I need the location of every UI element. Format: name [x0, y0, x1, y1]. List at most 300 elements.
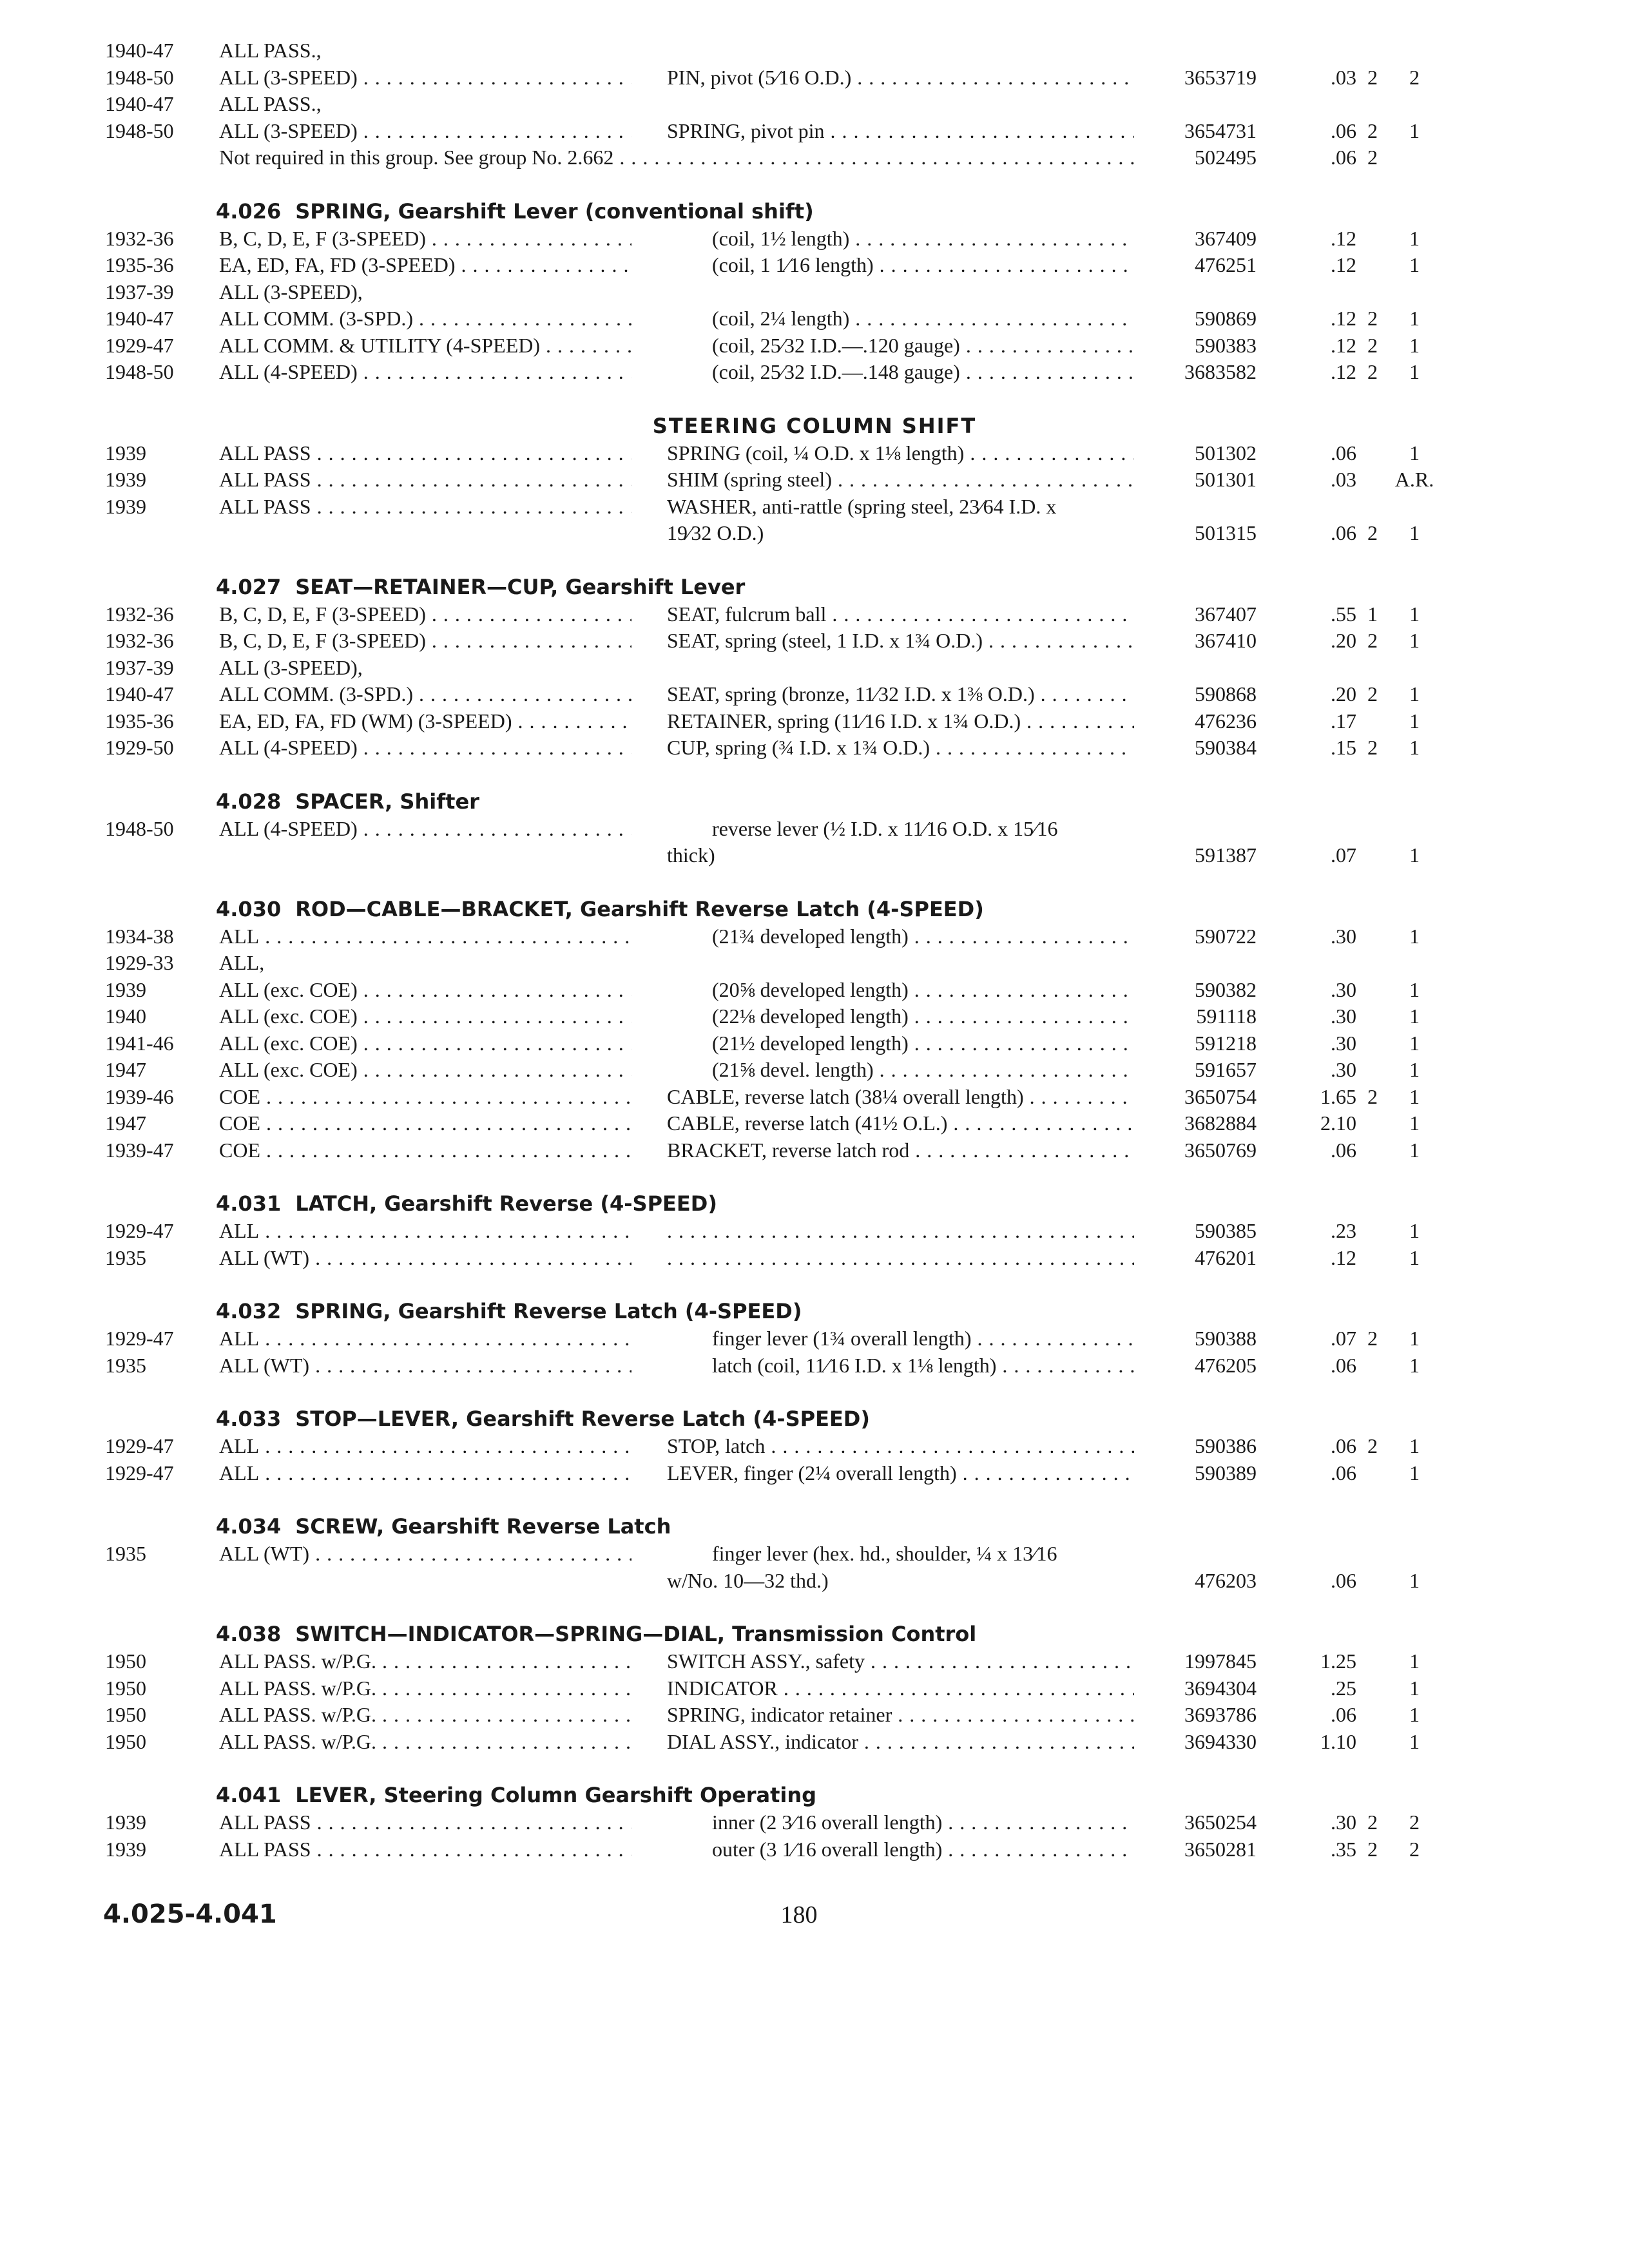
year-range: 1950	[105, 1649, 146, 1673]
model-applicability: ALL (exc. COE) . . .	[219, 1003, 631, 1030]
part-description: inner (2 3⁄16 overall length) . . .	[712, 1809, 1134, 1836]
part-description: (21⅝ devel. length) . . .	[712, 1057, 1134, 1083]
list-price: .17	[1331, 709, 1356, 733]
part-row	[0, 1648, 1629, 1675]
part-description: latch (coil, 11⁄16 I.D. x 1⅛ length) . . .	[712, 1352, 1134, 1379]
list-price: .06	[1331, 1568, 1356, 1592]
year-range: 1929-47	[105, 1327, 174, 1350]
part-row	[0, 950, 1629, 976]
page-number: 180	[780, 1901, 818, 1928]
part-description: (22⅛ developed length) . . .	[712, 1003, 1134, 1030]
list-price: .35	[1331, 1837, 1356, 1861]
year-range: 1939-47	[105, 1138, 174, 1162]
model-applicability: ALL . . .	[219, 1433, 631, 1459]
year-range: 1939-46	[105, 1084, 174, 1108]
quantity-b: A.R.	[1394, 468, 1434, 491]
part-row	[0, 226, 1629, 252]
part-row	[0, 1084, 1629, 1110]
model-applicability: B, C, D, E, F (3-SPEED) . . .	[219, 601, 631, 628]
group-range: 4.025-4.041	[103, 1899, 277, 1929]
list-price: .55	[1331, 602, 1356, 626]
model-applicability: COE . . .	[219, 1084, 631, 1110]
group-header	[216, 1620, 976, 1648]
quantity-b: 1	[1409, 1219, 1420, 1242]
year-range: 1932-36	[105, 602, 174, 626]
part-row	[0, 1352, 1629, 1379]
part-row	[0, 1568, 1629, 1594]
model-applicability: ALL (WT) . . .	[219, 1352, 631, 1379]
list-price: .06	[1331, 521, 1356, 544]
part-description: CABLE, reverse latch (38¼ overall length) . . .	[667, 1084, 1134, 1110]
list-price: .06	[1331, 146, 1356, 169]
year-range: 1948-50	[105, 65, 174, 89]
part-description: WASHER, anti-rattle (spring steel, 23⁄64 I.D. x	[667, 494, 1057, 518]
model-applicability: ALL COMM. (3-SPD.) . . .	[219, 681, 631, 707]
group-header	[216, 1189, 717, 1218]
year-range: 1950	[105, 1729, 146, 1753]
list-price: .12	[1331, 333, 1356, 357]
part-description: SPRING, pivot pin . . .	[667, 118, 1134, 144]
model-applicability: ALL (WT) . . .	[219, 1541, 631, 1567]
year-range: 1939	[105, 441, 146, 465]
part-number: 590385	[1195, 1219, 1257, 1242]
quantity-b: 1	[1409, 307, 1420, 330]
quantity-a: 2	[1367, 360, 1378, 383]
model-applicability: ALL (3-SPEED),	[219, 655, 363, 679]
year-range: 1939	[105, 1837, 146, 1861]
list-price: .12	[1331, 307, 1356, 330]
group-number: 4.034	[216, 1514, 282, 1539]
part-description: SPRING (coil, ¼ O.D. x 1⅛ length) . . .	[667, 440, 1134, 466]
model-applicability: ALL PASS. w/P.G. . . .	[219, 1675, 631, 1702]
quantity-b: 1	[1409, 253, 1420, 276]
year-range: 1939	[105, 1811, 146, 1834]
year-range: 1934-38	[105, 924, 174, 948]
quantity-b: 1	[1409, 924, 1420, 948]
quantity-b: 1	[1409, 521, 1420, 544]
part-number: 476251	[1195, 253, 1257, 276]
part-row	[0, 1675, 1629, 1702]
list-price: .07	[1331, 1327, 1356, 1350]
group-number: 4.033	[216, 1407, 282, 1431]
model-applicability: COE . . .	[219, 1110, 631, 1137]
model-applicability: ALL PASS . . .	[219, 466, 631, 493]
quantity-b: 1	[1409, 1729, 1420, 1753]
year-range: 1929-47	[105, 1461, 174, 1485]
part-number: 3650254	[1184, 1811, 1257, 1834]
model-applicability: ALL PASS . . .	[219, 440, 631, 466]
quantity-a: 2	[1367, 307, 1378, 330]
model-applicability: ALL . . .	[219, 1218, 631, 1244]
year-range: 1937-39	[105, 280, 174, 303]
part-row	[0, 1030, 1629, 1057]
part-description	[667, 1218, 1134, 1244]
quantity-a: 2	[1367, 521, 1378, 544]
year-range: 1929-47	[105, 1219, 174, 1242]
year-range: 1940-47	[105, 682, 174, 706]
part-row	[0, 923, 1629, 950]
part-row	[0, 1110, 1629, 1137]
part-description: INDICATOR . . .	[667, 1675, 1134, 1702]
list-price: .30	[1331, 1004, 1356, 1028]
model-applicability: ALL PASS.,	[219, 39, 322, 62]
model-applicability: ALL (4-SPEED) . . .	[219, 816, 631, 842]
quantity-b: 1	[1409, 1111, 1420, 1135]
group-title: LEVER, Steering Column Gearshift Operating	[295, 1783, 817, 1807]
group-header	[216, 1405, 870, 1433]
quantity-b: 1	[1409, 1568, 1420, 1592]
list-price: .30	[1331, 1031, 1356, 1055]
group-title: STOP—LEVER, Gearshift Reverse Latch (4-SPEED)	[295, 1407, 870, 1431]
group-title: ROD—CABLE—BRACKET, Gearshift Reverse Latch (4-SPEED)	[295, 896, 984, 921]
part-description: RETAINER, spring (11⁄16 I.D. x 1¾ O.D.) . . .	[667, 708, 1134, 735]
list-price: .30	[1331, 977, 1356, 1001]
part-row	[0, 64, 1629, 91]
group-header	[216, 895, 984, 923]
part-row	[0, 977, 1629, 1003]
part-row	[0, 842, 1629, 869]
part-number: 3650769	[1184, 1138, 1257, 1162]
quantity-b: 1	[1409, 1649, 1420, 1673]
model-applicability: ALL PASS. w/P.G. . . .	[219, 1702, 631, 1728]
quantity-a: 2	[1367, 736, 1378, 759]
list-price: .03	[1331, 468, 1356, 491]
quantity-b: 1	[1409, 1004, 1420, 1028]
part-description: CUP, spring (¾ I.D. x 1¾ O.D.) . . .	[667, 735, 1134, 761]
group-number: 4.031	[216, 1191, 282, 1216]
part-row	[0, 708, 1629, 735]
model-applicability: ALL,	[219, 951, 265, 974]
model-applicability: ALL PASS. w/P.G. . . .	[219, 1648, 631, 1675]
quantity-b: 1	[1409, 441, 1420, 465]
part-row	[0, 1541, 1629, 1567]
part-number: 3653719	[1184, 65, 1257, 89]
quantity-b: 1	[1409, 709, 1420, 733]
model-applicability: ALL COMM. & UTILITY (4-SPEED) . . .	[219, 332, 631, 359]
part-row	[0, 1433, 1629, 1459]
quantity-a: 2	[1367, 1084, 1378, 1108]
quantity-b: 1	[1409, 119, 1420, 142]
part-row	[0, 1218, 1629, 1244]
quantity-b: 1	[1409, 1084, 1420, 1108]
list-price: .07	[1331, 843, 1356, 867]
part-row	[0, 1245, 1629, 1271]
model-applicability: ALL (3-SPEED),	[219, 280, 363, 303]
year-range: 1929-47	[105, 1434, 174, 1457]
part-description: SHIM (spring steel) . . .	[667, 466, 1134, 493]
part-description: (coil, 1½ length) . . .	[712, 226, 1134, 252]
year-range: 1935	[105, 1245, 146, 1269]
quantity-b: 1	[1409, 602, 1420, 626]
quantity-a: 2	[1367, 333, 1378, 357]
part-number: 476201	[1195, 1245, 1257, 1269]
part-number: 3654731	[1184, 119, 1257, 142]
part-description: DIAL ASSY., indicator . . .	[667, 1729, 1134, 1755]
list-price: .06	[1331, 1703, 1356, 1726]
part-number: 590386	[1195, 1434, 1257, 1457]
quantity-b: 1	[1409, 1703, 1420, 1726]
group-number: 4.027	[216, 574, 282, 599]
part-row	[0, 1460, 1629, 1486]
quantity-b: 1	[1409, 736, 1420, 759]
part-number: 590382	[1195, 977, 1257, 1001]
quantity-a: 2	[1367, 629, 1378, 652]
note-text: Not required in this group. See group No. 2.662 . . .	[219, 144, 1134, 171]
list-price: 1.10	[1320, 1729, 1356, 1753]
part-number: 3682884	[1184, 1111, 1257, 1135]
part-row	[0, 1836, 1629, 1863]
list-price: .06	[1331, 441, 1356, 465]
part-number: 3650281	[1184, 1837, 1257, 1861]
quantity-a: 2	[1367, 1837, 1378, 1861]
model-applicability: ALL COMM. (3-SPD.) . . .	[219, 305, 631, 332]
quantity-b: 1	[1409, 1058, 1420, 1081]
part-description: SEAT, spring (steel, 1 I.D. x 1¾ O.D.) . . .	[667, 628, 1134, 654]
model-applicability: ALL . . .	[219, 923, 631, 950]
part-description: outer (3 1⁄16 overall length) . . .	[712, 1836, 1134, 1863]
year-range: 1948-50	[105, 816, 174, 840]
part-description: thick)	[667, 843, 715, 867]
list-price: .12	[1331, 360, 1356, 383]
part-row	[0, 1057, 1629, 1083]
model-applicability: EA, ED, FA, FD (WM) (3-SPEED) . . .	[219, 708, 631, 735]
part-description: SEAT, fulcrum ball . . .	[667, 601, 1134, 628]
part-row	[0, 601, 1629, 628]
year-range: 1932-36	[105, 226, 174, 250]
group-header	[216, 197, 814, 226]
year-range: 1941-46	[105, 1031, 174, 1055]
model-applicability: ALL PASS . . .	[219, 1809, 631, 1836]
list-price: .06	[1331, 1353, 1356, 1377]
quantity-a: 2	[1367, 1434, 1378, 1457]
part-number: 502495	[1195, 146, 1257, 169]
list-price: 1.25	[1320, 1649, 1356, 1673]
part-row	[0, 628, 1629, 654]
group-header	[216, 1781, 816, 1809]
part-row	[0, 37, 1629, 64]
part-number: 501301	[1195, 468, 1257, 491]
quantity-b: 1	[1409, 226, 1420, 250]
quantity-b: 1	[1409, 629, 1420, 652]
part-description: reverse lever (½ I.D. x 11⁄16 O.D. x 15⁄16	[712, 816, 1058, 840]
model-applicability: B, C, D, E, F (3-SPEED) . . .	[219, 226, 631, 252]
list-price: .20	[1331, 682, 1356, 706]
list-price: .20	[1331, 629, 1356, 652]
list-price: .30	[1331, 924, 1356, 948]
part-row	[0, 816, 1629, 842]
part-description: PIN, pivot (5⁄16 O.D.) . . .	[667, 64, 1134, 91]
part-number: 591118	[1196, 1004, 1257, 1028]
part-row	[0, 655, 1629, 681]
part-number: 3694330	[1184, 1729, 1257, 1753]
part-number: 590384	[1195, 736, 1257, 759]
year-range: 1950	[105, 1703, 146, 1726]
quantity-b: 1	[1409, 1353, 1420, 1377]
year-range: 1929-33	[105, 951, 174, 974]
part-row	[0, 359, 1629, 385]
quantity-a: 2	[1367, 65, 1378, 89]
part-description: CABLE, reverse latch (41½ O.L.) . . .	[667, 1110, 1134, 1137]
part-number: 591657	[1195, 1058, 1257, 1081]
part-number: 3650754	[1184, 1084, 1257, 1108]
quantity-a: 2	[1367, 682, 1378, 706]
model-applicability: ALL (3-SPEED) . . .	[219, 118, 631, 144]
model-applicability: ALL PASS . . .	[219, 494, 631, 520]
part-number: 3694304	[1184, 1676, 1257, 1700]
group-number: 4.026	[216, 198, 282, 224]
year-range: 1935-36	[105, 709, 174, 733]
model-applicability: ALL (exc. COE) . . .	[219, 977, 631, 1003]
quantity-b: 1	[1409, 333, 1420, 357]
part-row	[0, 1809, 1629, 1836]
list-price: .23	[1331, 1219, 1356, 1242]
quantity-a: 2	[1367, 146, 1378, 169]
quantity-b: 2	[1409, 1811, 1420, 1834]
quantity-a: 2	[1367, 1811, 1378, 1834]
part-row	[0, 1003, 1629, 1030]
year-range: 1935-36	[105, 253, 174, 276]
list-price: .25	[1331, 1676, 1356, 1700]
model-applicability: ALL . . .	[219, 1325, 631, 1352]
part-number: 501302	[1195, 441, 1257, 465]
part-row	[0, 681, 1629, 707]
model-applicability: B, C, D, E, F (3-SPEED) . . .	[219, 628, 631, 654]
quantity-b: 1	[1409, 1676, 1420, 1700]
list-price: 2.10	[1320, 1111, 1356, 1135]
part-number: 367410	[1195, 629, 1257, 652]
group-number: 4.038	[216, 1622, 282, 1646]
part-number: 590389	[1195, 1461, 1257, 1485]
part-description: 19⁄32 O.D.)	[667, 521, 764, 544]
quantity-b: 1	[1409, 1245, 1420, 1269]
part-number: 476236	[1195, 709, 1257, 733]
model-applicability: EA, ED, FA, FD (3-SPEED) . . .	[219, 252, 631, 278]
model-applicability: ALL (3-SPEED) . . .	[219, 64, 631, 91]
part-row	[0, 279, 1629, 305]
year-range: 1948-50	[105, 119, 174, 142]
year-range: 1937-39	[105, 655, 174, 679]
year-range: 1940-47	[105, 92, 174, 115]
quantity-b: 1	[1409, 1138, 1420, 1162]
quantity-b: 1	[1409, 360, 1420, 383]
part-number: 590383	[1195, 333, 1257, 357]
quantity-b: 1	[1409, 1031, 1420, 1055]
year-range: 1948-50	[105, 360, 174, 383]
group-header	[216, 787, 479, 816]
part-row	[0, 735, 1629, 761]
list-price: .30	[1331, 1811, 1356, 1834]
part-number: 476203	[1195, 1568, 1257, 1592]
part-number: 591218	[1195, 1031, 1257, 1055]
quantity-b: 1	[1409, 843, 1420, 867]
part-row	[0, 91, 1629, 117]
part-number: 476205	[1195, 1353, 1257, 1377]
year-range: 1947	[105, 1111, 146, 1135]
year-range: 1947	[105, 1058, 146, 1081]
model-applicability: ALL PASS.,	[219, 92, 322, 115]
quantity-a: 1	[1367, 602, 1378, 626]
list-price: .12	[1331, 1245, 1356, 1269]
model-applicability: ALL (4-SPEED) . . .	[219, 735, 631, 761]
group-header	[216, 573, 745, 601]
part-description: (coil, 1 1⁄16 length) . . .	[712, 252, 1134, 278]
part-number: 590722	[1195, 924, 1257, 948]
part-description: (21½ developed length) . . .	[712, 1030, 1134, 1057]
model-applicability: ALL (exc. COE) . . .	[219, 1030, 631, 1057]
model-applicability: ALL . . .	[219, 1460, 631, 1486]
part-description: (20⅝ developed length) . . .	[712, 977, 1134, 1003]
part-row	[0, 1702, 1629, 1728]
part-description: w/No. 10—32 thd.)	[667, 1568, 829, 1592]
quantity-a: 2	[1367, 1327, 1378, 1350]
part-description: SWITCH ASSY., safety . . .	[667, 1648, 1134, 1675]
group-number: 4.032	[216, 1299, 282, 1323]
group-title: SPRING, Gearshift Lever (conventional shift)	[295, 198, 814, 224]
model-applicability: ALL PASS . . .	[219, 1836, 631, 1863]
part-description: (21¾ developed length) . . .	[712, 923, 1134, 950]
year-range: 1939	[105, 494, 146, 518]
part-row	[0, 466, 1629, 493]
group-header	[216, 1512, 671, 1541]
year-range: 1939	[105, 977, 146, 1001]
model-applicability: COE . . .	[219, 1137, 631, 1164]
list-price: 1.65	[1320, 1084, 1356, 1108]
list-price: .06	[1331, 1461, 1356, 1485]
part-number: 367409	[1195, 226, 1257, 250]
part-row	[0, 332, 1629, 359]
part-number: 590388	[1195, 1327, 1257, 1350]
list-price: .06	[1331, 1434, 1356, 1457]
part-row	[0, 440, 1629, 466]
model-applicability: ALL (exc. COE) . . .	[219, 1057, 631, 1083]
quantity-b: 1	[1409, 1461, 1420, 1485]
model-applicability: ALL (WT) . . .	[219, 1245, 631, 1271]
year-range: 1929-47	[105, 333, 174, 357]
quantity-b: 1	[1409, 1434, 1420, 1457]
part-number: 590869	[1195, 307, 1257, 330]
part-number: 1997845	[1184, 1649, 1257, 1673]
part-description: SPRING, indicator retainer . . .	[667, 1702, 1134, 1728]
part-row	[0, 520, 1629, 546]
year-range: 1940	[105, 1004, 146, 1028]
quantity-b: 1	[1409, 977, 1420, 1001]
year-range: 1935	[105, 1542, 146, 1565]
part-number: 590868	[1195, 682, 1257, 706]
year-range: 1932-36	[105, 629, 174, 652]
group-title: SCREW, Gearshift Reverse Latch	[295, 1514, 671, 1539]
year-range: 1940-47	[105, 307, 174, 330]
group-number: 4.030	[216, 896, 282, 921]
part-description: finger lever (1¾ overall length) . . .	[712, 1325, 1134, 1352]
quantity-b: 2	[1409, 65, 1420, 89]
part-description: BRACKET, reverse latch rod . . .	[667, 1137, 1134, 1164]
note-row	[0, 144, 1629, 171]
part-number: 367407	[1195, 602, 1257, 626]
quantity-b: 1	[1409, 1327, 1420, 1350]
part-row	[0, 1325, 1629, 1352]
year-range: 1940-47	[105, 39, 174, 62]
group-title: SWITCH—INDICATOR—SPRING—DIAL, Transmission Control	[295, 1622, 977, 1646]
list-price: .30	[1331, 1058, 1356, 1081]
group-number: 4.028	[216, 789, 282, 814]
group-number: 4.041	[216, 1783, 282, 1807]
model-applicability: ALL PASS. w/P.G. . . .	[219, 1729, 631, 1755]
year-range: 1950	[105, 1676, 146, 1700]
part-row	[0, 252, 1629, 278]
group-title: LATCH, Gearshift Reverse (4-SPEED)	[295, 1191, 717, 1216]
group-header	[216, 1297, 802, 1325]
quantity-a: 2	[1367, 119, 1378, 142]
